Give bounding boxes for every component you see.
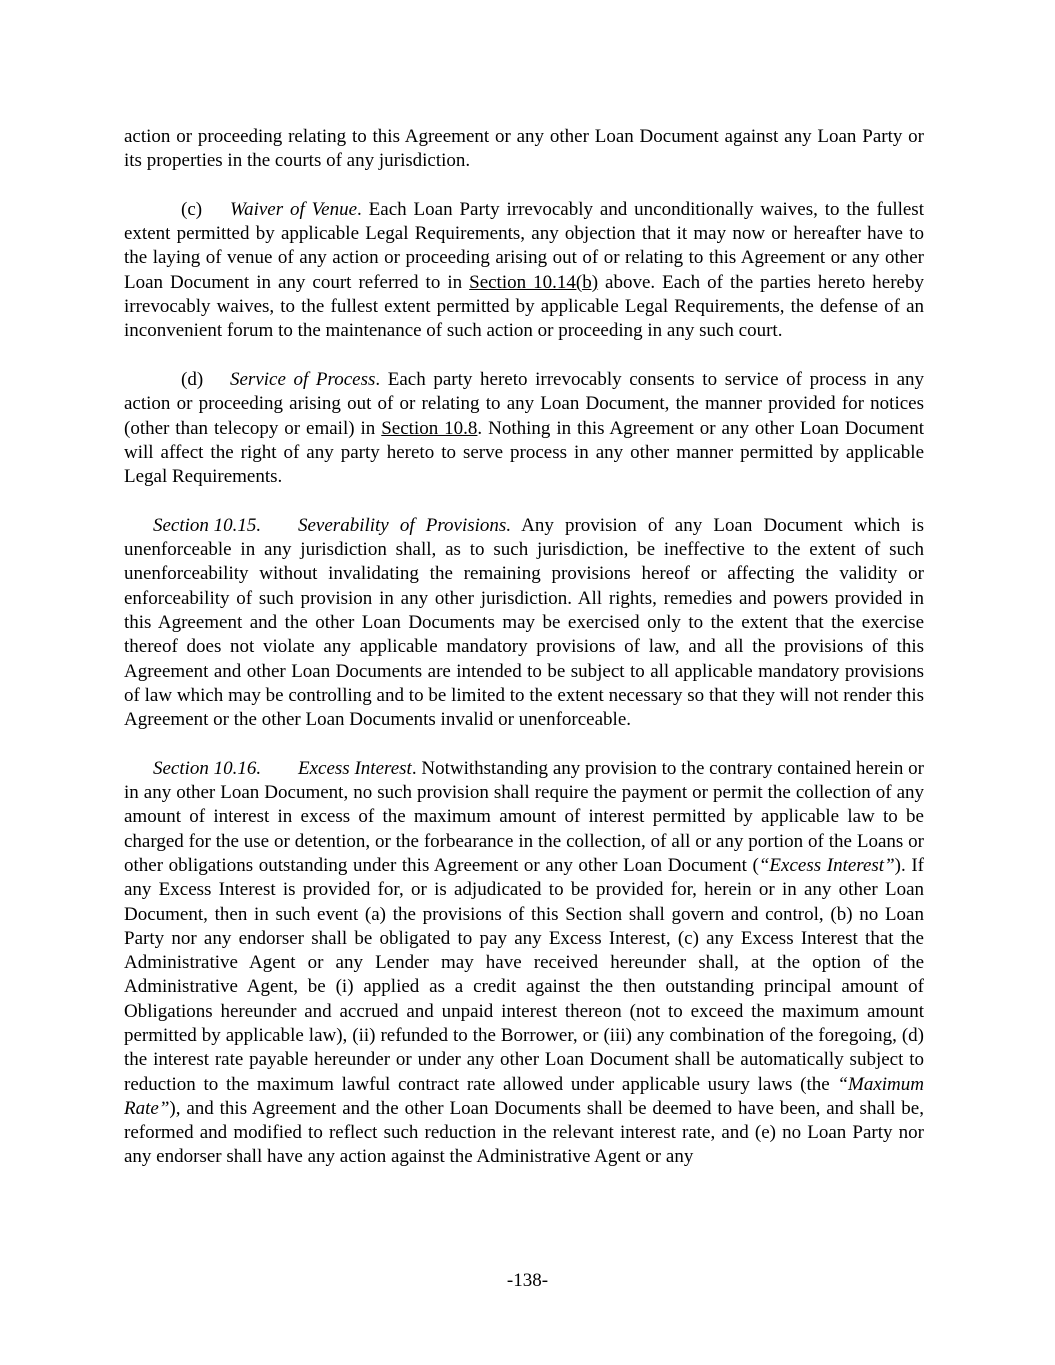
section-10-16-text-2: ). If any Excess Interest is provided for, or is adjudicated to be provided for, herein or in any other Loan Document, then in such event (a) the provisions of this Section shall govern and control, (b) no Loan Party nor any endorser shall be obligated to pay any Excess Interest, (c) any Excess Interest that the Administrative Agent or any Lender may have received hereunder shall, at the option of the Administrative Agent, be (i) applied as a credit against the then outstanding principal amount of Obligations hereunder and accrued and unpaid interest thereon (not to exceed the maximum amount permitted by applicable law), (ii) refunded to the Borrower, or (iii) any combination of the foregoing, (d) the interest rate payable hereunder or under any other Loan Document shall be automatically subject to reduction to the maximum lawful contract rate allowed under applicable usury laws (the [124,854,925,1095]
waiver-of-venue-paragraph [124,198,924,344]
continuation-paragraph: action or proceeding relating to this Agreement or any other Loan Document against any Loan Party or its properties in the courts of any jurisdiction. [124,126,924,172]
section-10-16-paragraph [124,757,924,1170]
document-body [124,125,924,1194]
service-of-process-paragraph [124,368,924,489]
section-10-15-heading: Severability of Provisions. [298,514,512,536]
maximum-rate-defined-term: “Maximum Rate” [124,1073,924,1119]
section-10-8-link[interactable]: Section 10.8 [381,417,478,439]
section-10-15-number: Section 10.15. [153,514,262,536]
waiver-of-venue-text-2: above. Each of the parties hereto hereby irrevocably waives, to the fullest extent permitted by applicable Legal Requirements, the defense of an inconvenient forum to the maintenance of such action or proceeding in any such court. [124,271,924,342]
section-10-16-heading: Excess Interest [298,757,412,779]
section-10-16-text-1: Notwithstanding any provision to the contrary contained herein or in any other Loan Document, no such provision shall require the payment or permit the collection of any amount of interest in excess of the maximum amount of interest permitted by applicable law to be charged for the use or detention, or the forbearance in the collection, of all or any portion of the Loans or other obligations outstanding under this Agreement or any other Loan Document ( [124,757,925,876]
section-10-15-paragraph [124,514,924,733]
waiver-of-venue-text-1: Each Loan Party irrevocably and unconditionally waives, to the fullest extent permitted by applicable Legal Requirements, any objection that it may now or hereafter have to the laying of venue of any action or proceeding arising out of or relating to this Agreement or any other Loan Document in any court referred to in [124,198,924,293]
service-of-process-heading: Service of Process [230,368,376,390]
excess-interest-defined-term: “Excess Interest” [758,854,895,876]
service-of-process-text-1: Each party hereto irrevocably consents to service of process in any action or proceeding arising out of or relating to any Loan Document, the manner provided for notices (other than telecopy or email) in [124,368,925,439]
service-of-process-heading-period: . [375,368,381,390]
waiver-of-venue-heading: Waiver of Venue [230,198,358,220]
section-10-16-number: Section 10.16. [153,757,262,779]
section-10-16-text-3: ), and this Agreement and the other Loan Documents shall be deemed to have been, and shall be, reformed and modified to reflect such reduction in the relevant interest rate, and (e) no Loan Party nor any endorser shall have any action against the Administrative Agent or any [124,1097,924,1168]
service-of-process-text-2: . Nothing in this Agreement or any other Loan Document will affect the right of any party hereto to serve process in any other manner permitted by applicable Legal Requirements. [124,417,924,488]
section-10-15-text: Any provision of any Loan Document which is unenforceable in any jurisdiction shall, as to such jurisdiction, be ineffective to the extent of such unenforceability without invalidating the remaining provisions hereof or affecting the validity or enforceability of such provision in any other jurisdiction. All rights, remedies and powers provided in this Agreement and the other Loan Documents may be exercised only to the extent that the exercise thereof does not violate any applicable mandatory provisions of law, and all the provisions of this Agreement and other Loan Documents are intended to be subject to all applicable mandatory provisions of law which may be controlling and to be limited to the extent necessary so that they will not render this Agreement or the other Loan Documents invalid or unenforceable. [124,514,924,731]
page-number: -138- [506,1270,549,1291]
section-10-16-heading-period: . [411,757,417,779]
section-10-14b-link[interactable]: Section 10.14(b) [469,271,599,293]
subsection-label-d: (d) [181,368,204,390]
waiver-of-venue-heading-period: . [357,198,362,220]
subsection-label-c: (c) [181,198,203,220]
